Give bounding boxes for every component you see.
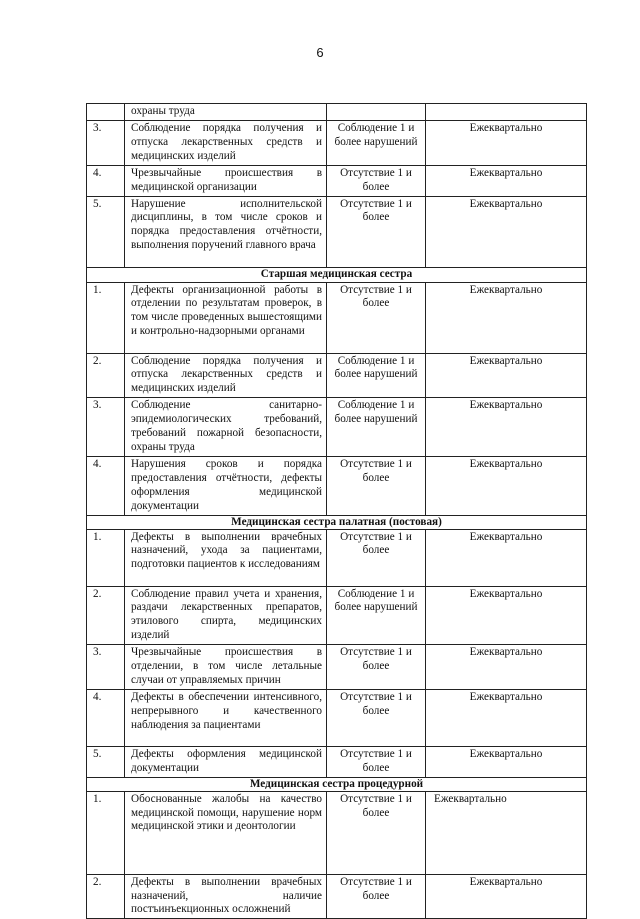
threshold-cell: Отсутствие 1 и более [327, 689, 426, 746]
table-row [87, 645, 587, 690]
threshold-cell: Отсутствие 1 и более [327, 196, 426, 267]
criterion-cell: Чрезвычайные происшествия в медицинской организации [125, 165, 327, 196]
table-row [87, 456, 587, 515]
criterion-cell: охраны труда [125, 104, 327, 121]
threshold-cell [327, 104, 426, 121]
row-number: 3. [87, 645, 125, 690]
table-row [87, 104, 587, 121]
period-cell: Ежеквартально [426, 196, 587, 267]
threshold-cell: Отсутствие 1 и более [327, 791, 426, 874]
criterion-cell: Нарушения сроков и порядка предоставления отчётности, дефекты оформления медицинской документации [125, 456, 327, 515]
criterion-cell: Соблюдение порядка получения и отпуска лекарственных средств и медицинских изделий [125, 121, 327, 166]
section-title: Медицинская сестра палатная (постовая) [87, 515, 587, 529]
threshold-cell: Соблюдение 1 и более нарушений [327, 398, 426, 457]
threshold-cell: Отсутствие 1 и более [327, 874, 426, 919]
threshold-cell: Отсутствие 1 и более [327, 282, 426, 353]
row-number: 2. [87, 586, 125, 645]
section-title: Старшая медицинская сестра [87, 267, 587, 282]
threshold-cell: Соблюдение 1 и более нарушений [327, 353, 426, 398]
period-cell: Ежеквартально [426, 165, 587, 196]
table-row [87, 529, 587, 586]
period-cell: Ежеквартально [426, 353, 587, 398]
table-row [87, 746, 587, 777]
row-number: 1. [87, 791, 125, 874]
criterion-cell: Дефекты в обеспечении интенсивного, непрерывного и качественного наблюдения за пациентами [125, 689, 327, 746]
section-header-ward-nurse [87, 515, 587, 529]
period-cell: Ежеквартально [426, 456, 587, 515]
threshold-cell: Отсутствие 1 и более [327, 529, 426, 586]
period-cell: Ежеквартально [426, 874, 587, 919]
row-number: 4. [87, 165, 125, 196]
row-number: 5. [87, 196, 125, 267]
threshold-cell: Соблюдение 1 и более нарушений [327, 121, 426, 166]
criteria-table [86, 103, 587, 919]
period-cell: Ежеквартально [426, 746, 587, 777]
row-number: 1. [87, 529, 125, 586]
threshold-cell: Отсутствие 1 и более [327, 746, 426, 777]
table-row [87, 121, 587, 166]
period-cell: Ежеквартально [426, 398, 587, 457]
criterion-cell: Дефекты оформления медицинской документации [125, 746, 327, 777]
row-number: 3. [87, 398, 125, 457]
row-number: 2. [87, 353, 125, 398]
period-cell: Ежеквартально [426, 645, 587, 690]
period-cell: Ежеквартально [426, 689, 587, 746]
criteria-table-body [87, 104, 587, 919]
table-row [87, 398, 587, 457]
row-number: 1. [87, 282, 125, 353]
criterion-cell: Соблюдение правил учета и хранения, раздачи лекарственных препаратов, этилового спирта, медицинских изделий [125, 586, 327, 645]
period-cell: Ежеквартально [426, 791, 587, 874]
page-number: 6 [316, 45, 324, 60]
row-number [87, 104, 125, 121]
threshold-cell: Отсутствие 1 и более [327, 645, 426, 690]
criterion-cell: Соблюдение санитарно-эпидемиологических требований, требований пожарной безопасности, охраны труда [125, 398, 327, 457]
threshold-cell: Отсутствие 1 и более [327, 456, 426, 515]
criterion-cell: Дефекты в выполнении врачебных назначений, ухода за пациентами, подготовки пациентов к исследованиям [125, 529, 327, 586]
criterion-cell: Дефекты организационной работы в отделении по результатам проверок, в том числе проведенных вышестоящими и контрольно-надзорными органами [125, 282, 327, 353]
criterion-cell: Обоснованные жалобы на качество медицинской помощи, нарушение норм медицинской этики и деонтологии [125, 791, 327, 874]
section-title: Медицинская сестра процедурной [87, 777, 587, 791]
period-cell: Ежеквартально [426, 121, 587, 166]
table-row [87, 791, 587, 874]
table-row [87, 689, 587, 746]
section-header-senior-nurse [87, 267, 587, 282]
threshold-cell: Отсутствие 1 и более [327, 165, 426, 196]
threshold-cell: Соблюдение 1 и более нарушений [327, 586, 426, 645]
row-number: 2. [87, 874, 125, 919]
section-header-procedure-nurse [87, 777, 587, 791]
row-number: 4. [87, 689, 125, 746]
table-row [87, 586, 587, 645]
period-cell [426, 104, 587, 121]
table-row [87, 353, 587, 398]
table-row [87, 196, 587, 267]
period-cell: Ежеквартально [426, 529, 587, 586]
row-number: 3. [87, 121, 125, 166]
table-row [87, 165, 587, 196]
table-row [87, 282, 587, 353]
criterion-cell: Соблюдение порядка получения и отпуска лекарственных средств и медицинских изделий [125, 353, 327, 398]
row-number: 5. [87, 746, 125, 777]
criterion-cell: Чрезвычайные происшествия в отделении, в том числе летальные случаи от управляемых причин [125, 645, 327, 690]
table-row [87, 874, 587, 919]
criterion-cell: Нарушение исполнительской дисциплины, в том числе сроков и порядка предоставления отчётности, выполнения поручений главного врача [125, 196, 327, 267]
period-cell: Ежеквартально [426, 282, 587, 353]
period-cell: Ежеквартально [426, 586, 587, 645]
criterion-cell: Дефекты в выполнении врачебных назначений, наличие постъинъекционных осложнений [125, 874, 327, 919]
row-number: 4. [87, 456, 125, 515]
